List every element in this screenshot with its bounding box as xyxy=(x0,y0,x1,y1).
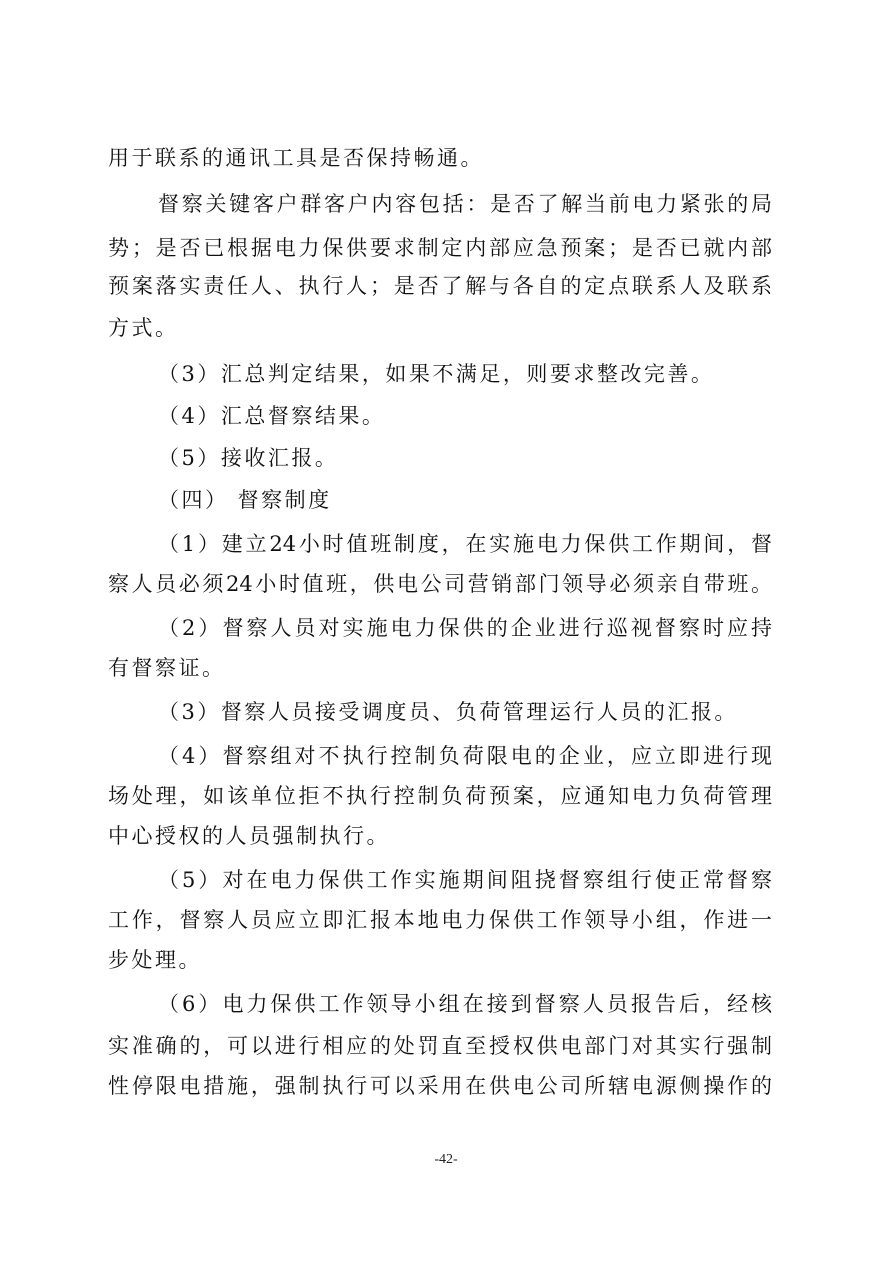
text-line: 督察关键客户群客户内容包括：是否了解当前电力紧张的局 xyxy=(158,192,772,216)
text-line: 场处理，如该单位拒不执行控制负荷预案，应通知电力负荷管理 xyxy=(108,784,772,808)
text-line: （3）督察人员接受调度员、负荷管理运行人员的汇报。 xyxy=(158,700,738,724)
text-line: 步处理。 xyxy=(108,948,202,972)
text-line: （1）建立24小时值班制度，在实施电力保供工作期间，督 xyxy=(158,532,772,556)
section-heading: （四） 督察制度 xyxy=(158,488,332,512)
text-line: 察人员必须24小时值班，供电公司营销部门领导必须亲自带班。 xyxy=(108,572,772,596)
text-line: 方式。 xyxy=(108,316,179,340)
text-line: （4）汇总督察结果。 xyxy=(158,404,386,428)
text-line: （5）接收汇报。 xyxy=(158,446,339,470)
text-line: （5）对在电力保供工作实施期间阻挠督察组行使正常督察 xyxy=(158,868,772,892)
text-line: 实准确的，可以进行相应的处罚直至授权供电部门对其实行强制 xyxy=(108,1034,772,1058)
text-line: 预案落实责任人、执行人；是否了解与各自的定点联系人及联系 xyxy=(108,274,772,298)
text-line: （6）电力保供工作领导小组在接到督察人员报告后，经核 xyxy=(158,992,772,1016)
text-line: 有督察证。 xyxy=(108,656,226,680)
page-number: -42- xyxy=(434,1152,458,1167)
text-line: （3）汇总判定结果，如果不满足，则要求整改完善。 xyxy=(158,362,715,386)
text-line: 中心授权的人员强制执行。 xyxy=(108,824,390,848)
text-line: 势；是否已根据电力保供要求制定内部应急预案；是否已就内部 xyxy=(108,236,772,260)
text-line: 用于联系的通讯工具是否保持畅通。 xyxy=(108,146,484,170)
text-line: 性停限电措施，强制执行可以采用在供电公司所辖电源侧操作的 xyxy=(108,1074,772,1098)
text-line: （4）督察组对不执行控制负荷限电的企业，应立即进行现 xyxy=(158,744,772,768)
text-line: （2）督察人员对实施电力保供的企业进行巡视督察时应持 xyxy=(158,616,772,640)
text-line: 工作，督察人员应立即汇报本地电力保供工作领导小组，作进一 xyxy=(108,908,772,932)
